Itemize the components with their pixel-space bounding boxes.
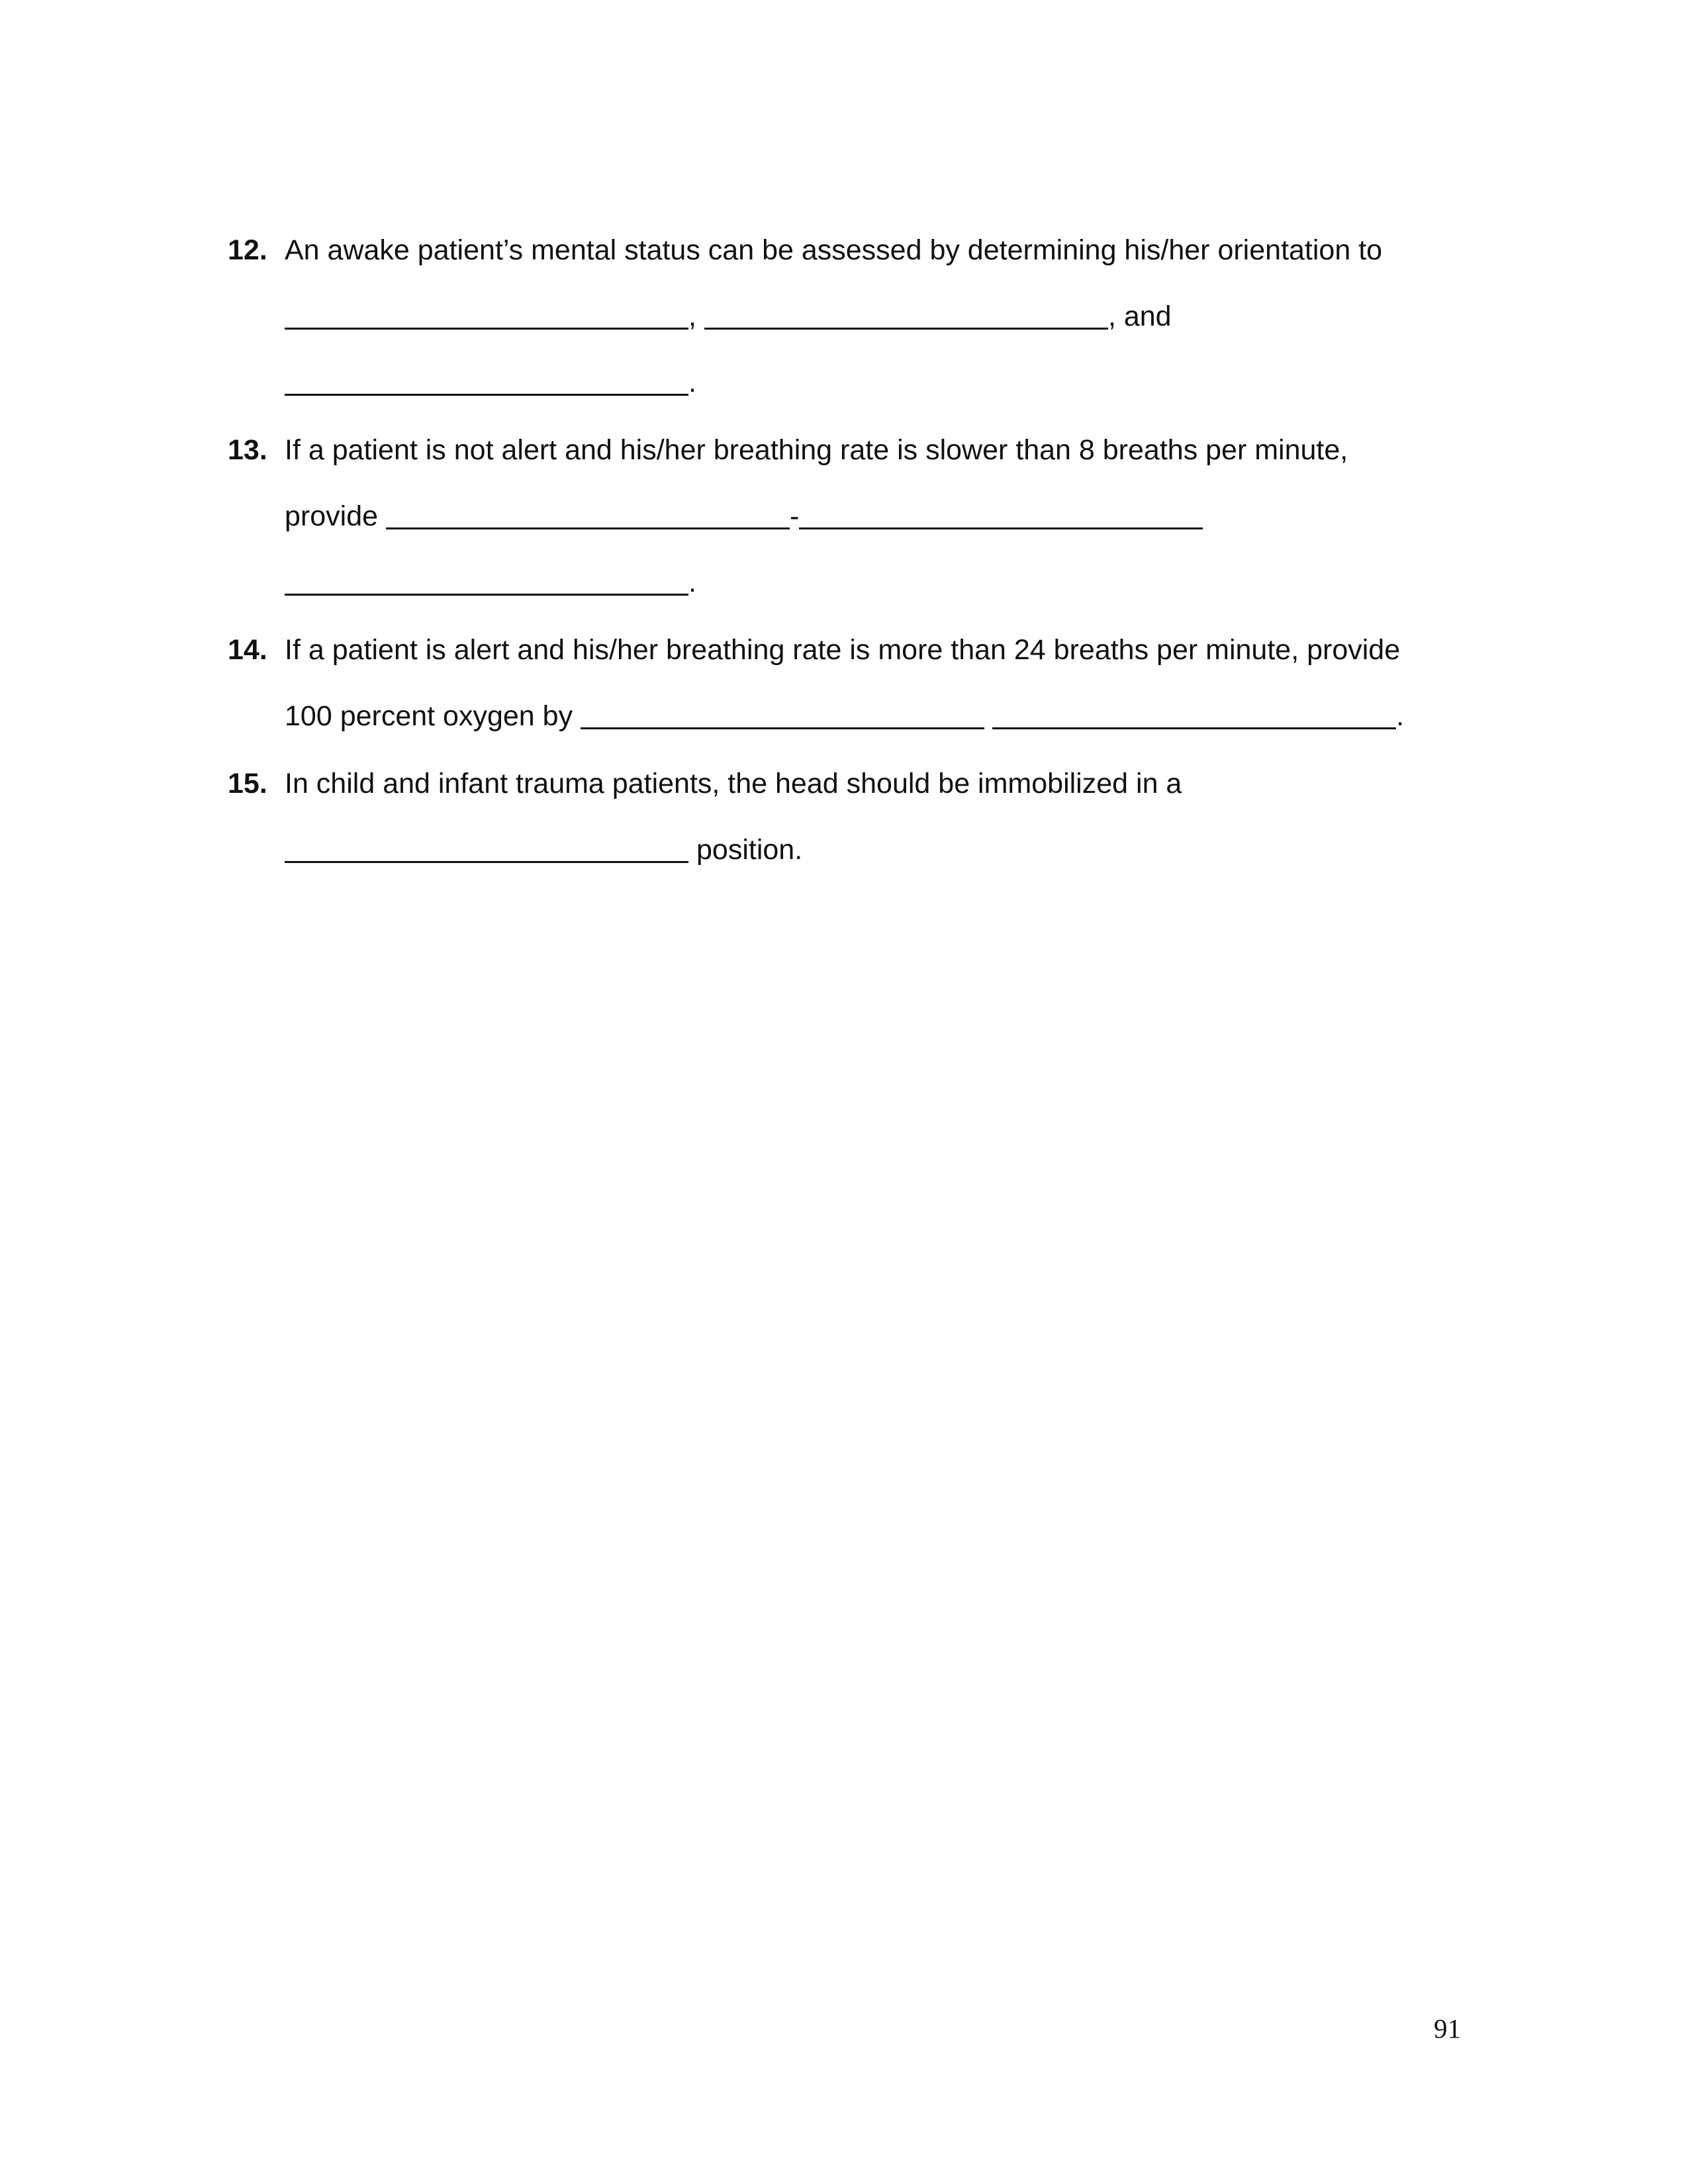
question-number: 15. (228, 768, 267, 799)
end-punctuation: . (688, 567, 696, 598)
separator: - (790, 500, 800, 532)
answer-line (285, 499, 1203, 533)
lead-text: provide (285, 500, 379, 532)
question-text: In child and infant trauma patients, the head should be immobilized in a (285, 768, 1182, 799)
lead-text: 100 percent oxygen by (285, 700, 573, 732)
answer-line (285, 565, 696, 600)
end-punctuation: . (1396, 700, 1405, 732)
question-text: If a patient is alert and his/her breathing rate is more than 24 breaths per minute, provide (285, 634, 1401, 666)
question-number: 14. (228, 634, 267, 666)
answer-blank[interactable] (285, 367, 688, 396)
answer-blank[interactable] (386, 501, 790, 529)
question-text: If a patient is not alert and his/her breathing rate is slower than 8 breaths per minute, (285, 434, 1348, 466)
end-punctuation: . (688, 367, 696, 398)
separator: , and (1107, 300, 1172, 332)
question-number: 13. (228, 434, 267, 466)
answer-blank[interactable] (992, 701, 1396, 729)
answer-line (285, 365, 696, 400)
answer-blank[interactable] (704, 301, 1108, 330)
answer-blank[interactable] (799, 501, 1203, 529)
page-number: 91 (1434, 2013, 1461, 2044)
answer-blank[interactable] (285, 567, 688, 596)
answer-blank[interactable] (285, 835, 688, 863)
answer-blank[interactable] (581, 701, 984, 729)
answer-line (285, 299, 1172, 334)
tail-text: position. (696, 834, 803, 866)
question-text: An awake patient’s mental status can be assessed by determining his/her orientation to (285, 234, 1383, 266)
question-number: 12. (228, 234, 267, 266)
answer-line (285, 833, 802, 867)
answer-blank[interactable] (285, 301, 688, 330)
separator: , (688, 300, 696, 332)
answer-line (285, 699, 1404, 733)
